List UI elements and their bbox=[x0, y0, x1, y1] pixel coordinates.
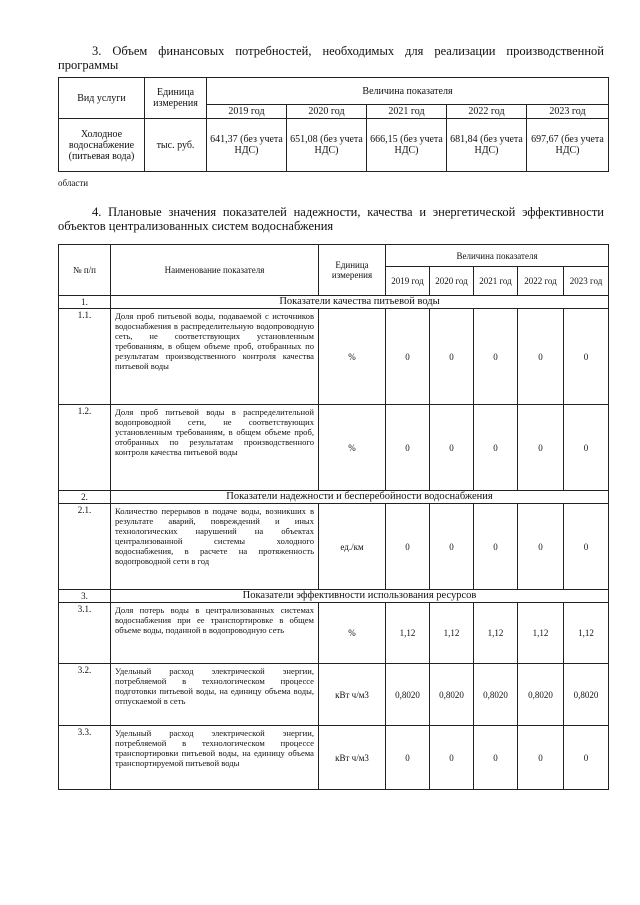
value-cell: 0 bbox=[518, 504, 564, 590]
indicators-table bbox=[58, 244, 609, 790]
value-cell: 0 bbox=[386, 726, 430, 790]
value-cell: 0 bbox=[474, 405, 518, 491]
year-header: 2021 год bbox=[474, 267, 518, 296]
value-cell: 1,12 bbox=[518, 603, 564, 664]
value-cell: 0,8020 bbox=[474, 664, 518, 726]
value-cell: 0 bbox=[564, 405, 609, 491]
value-cell: 0 bbox=[564, 504, 609, 590]
header-value: Величина показателя bbox=[386, 245, 609, 267]
value-cell: 0 bbox=[430, 309, 474, 405]
group-num: 1. bbox=[59, 296, 111, 309]
group-num: 3. bbox=[59, 590, 111, 603]
year-header: 2022 год bbox=[447, 105, 527, 119]
group-title: Показатели надежности и бесперебойности водоснабжения bbox=[111, 491, 609, 504]
row-num: 3.1. bbox=[59, 603, 111, 664]
group-title: Показатели эффективности использования ресурсов bbox=[111, 590, 609, 603]
value-cell: 697,67 (без учета НДС) bbox=[527, 119, 609, 172]
table-row bbox=[59, 309, 609, 405]
value-cell: 0,8020 bbox=[430, 664, 474, 726]
value-cell: 0 bbox=[564, 309, 609, 405]
value-cell: 0 bbox=[474, 504, 518, 590]
value-cell: 1,12 bbox=[386, 603, 430, 664]
value-cell: 0 bbox=[430, 504, 474, 590]
row-num: 1.2. bbox=[59, 405, 111, 491]
table-row bbox=[59, 603, 609, 664]
value-cell: 0,8020 bbox=[564, 664, 609, 726]
group-title: Показатели качества питьевой воды bbox=[111, 296, 609, 309]
unit-cell: кВт ч/м3 bbox=[319, 726, 386, 790]
group-row bbox=[59, 491, 609, 504]
year-header: 2020 год bbox=[430, 267, 474, 296]
service-cell: Холодное водоснабжение (питьевая вода) bbox=[59, 119, 145, 172]
header-service: Вид услуги bbox=[59, 78, 145, 119]
value-cell: 1,12 bbox=[474, 603, 518, 664]
unit-cell: кВт ч/м3 bbox=[319, 664, 386, 726]
row-num: 3.2. bbox=[59, 664, 111, 726]
header-unit: Единица измерения bbox=[145, 78, 207, 119]
section4-title: 4. Плановые значения показателей надежности, качества и энергетической эффективности объектов централизованных систем водоснабжения bbox=[58, 205, 604, 233]
indicator-name: Доля проб питьевой воды в распределительной водопроводной сети, не соответствующих установленным требованиям, в общем объеме проб, отобранных по результатам производственного контроля качества питьевой воды bbox=[111, 405, 319, 491]
value-cell: 666,15 (без учета НДС) bbox=[367, 119, 447, 172]
value-cell: 0 bbox=[430, 405, 474, 491]
financial-needs-table bbox=[58, 77, 609, 172]
section3-title: 3. Объем финансовых потребностей, необходимых для реализации производственной программы bbox=[58, 44, 604, 72]
year-header: 2019 год bbox=[386, 267, 430, 296]
value-cell: 0 bbox=[386, 309, 430, 405]
unit-cell: % bbox=[319, 405, 386, 491]
group-num: 2. bbox=[59, 491, 111, 504]
year-header: 2021 год bbox=[367, 105, 447, 119]
value-cell: 1,12 bbox=[564, 603, 609, 664]
table-row bbox=[59, 504, 609, 590]
indicator-name: Доля потерь воды в централизованных системах водоснабжения при ее транспортировке в общем объеме воды, поданной в водопроводную сеть bbox=[111, 603, 319, 664]
indicator-name: Удельный расход электрической энергии, потребляемой в технологическом процессе транспортировки питьевой воды, на единицу объема транспортируемой питьевой воды bbox=[111, 726, 319, 790]
header-num: № п/п bbox=[59, 245, 111, 296]
indicator-name: Количество перерывов в подаче воды, возникших в результате аварий, повреждений и иных технологических нарушений на объектах централизованной системы холодного водоснабжения, в расчете на протяженность водопроводной сети в год bbox=[111, 504, 319, 590]
value-cell: 0 bbox=[430, 726, 474, 790]
header-value: Величина показателя bbox=[207, 78, 609, 105]
year-header: 2023 год bbox=[564, 267, 609, 296]
value-cell: 0 bbox=[518, 309, 564, 405]
header-unit: Единица измерения bbox=[319, 245, 386, 296]
value-cell: 0 bbox=[518, 405, 564, 491]
value-cell: 681,84 (без учета НДС) bbox=[447, 119, 527, 172]
value-cell: 0,8020 bbox=[386, 664, 430, 726]
value-cell: 0 bbox=[518, 726, 564, 790]
value-cell: 651,08 (без учета НДС) bbox=[287, 119, 367, 172]
unit-cell: % bbox=[319, 603, 386, 664]
year-header: 2023 год bbox=[527, 105, 609, 119]
row-num: 1.1. bbox=[59, 309, 111, 405]
unit-cell: % bbox=[319, 309, 386, 405]
value-cell: 0 bbox=[386, 504, 430, 590]
unit-cell: тыс. руб. bbox=[145, 119, 207, 172]
value-cell: 0,8020 bbox=[518, 664, 564, 726]
group-row bbox=[59, 296, 609, 309]
value-cell: 641,37 (без учета НДС) bbox=[207, 119, 287, 172]
indicator-name: Удельный расход электрической энергии, потребляемой в технологическом процессе подготовки питьевой воды, на единицу объема воды, отпускаемой в сеть bbox=[111, 664, 319, 726]
indicator-name: Доля проб питьевой воды, подаваемой с источников водоснабжения в распределительную водопроводную сеть, не соответствующих установленным требованиям, в общем объеме проб, отобранных по результатам производственного контроля качества питьевой воды bbox=[111, 309, 319, 405]
value-cell: 1,12 bbox=[430, 603, 474, 664]
table-row bbox=[59, 119, 609, 172]
unit-cell: ед./км bbox=[319, 504, 386, 590]
value-cell: 0 bbox=[474, 726, 518, 790]
row-num: 3.3. bbox=[59, 726, 111, 790]
footnote: области bbox=[58, 178, 89, 188]
group-row bbox=[59, 590, 609, 603]
value-cell: 0 bbox=[386, 405, 430, 491]
year-header: 2019 год bbox=[207, 105, 287, 119]
table-row bbox=[59, 405, 609, 491]
value-cell: 0 bbox=[474, 309, 518, 405]
value-cell: 0 bbox=[564, 726, 609, 790]
table-row bbox=[59, 726, 609, 790]
header-name: Наименование показателя bbox=[111, 245, 319, 296]
row-num: 2.1. bbox=[59, 504, 111, 590]
table-row bbox=[59, 664, 609, 726]
year-header: 2020 год bbox=[287, 105, 367, 119]
year-header: 2022 год bbox=[518, 267, 564, 296]
